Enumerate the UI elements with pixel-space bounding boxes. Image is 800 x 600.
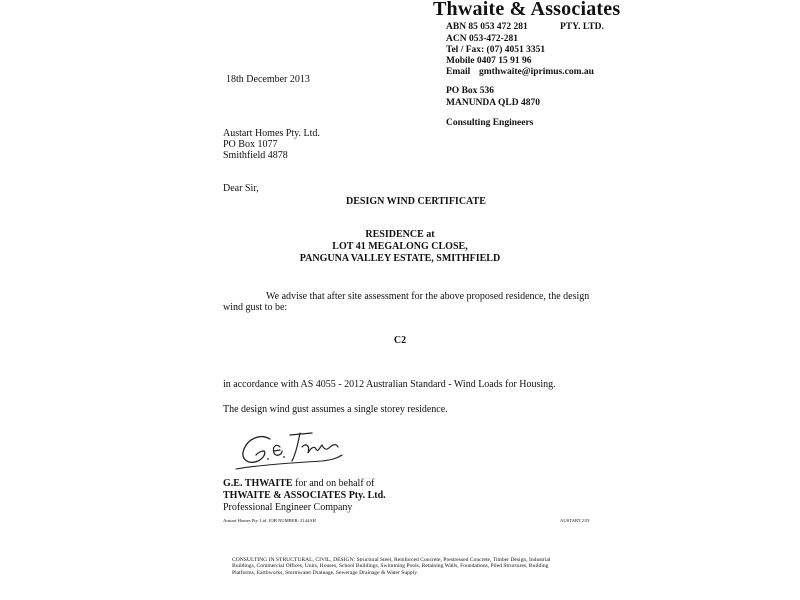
po-box: PO Box 536 (446, 86, 495, 96)
mobile: Mobile 0407 15 91 96 (446, 56, 532, 66)
abn: ABN 85 053 472 281 (446, 22, 528, 32)
email-label: Email (446, 67, 471, 77)
letter-date: 18th December 2013 (226, 74, 310, 85)
job-reference: Austart Homes Pty. Ltd. JOB NUMBER: 2144AH (223, 518, 316, 523)
recipient-name: Austart Homes Pty. Ltd. (223, 128, 320, 139)
body-paragraph-1-line-1: We advise that after site assessment for the above proposed residence, the design (266, 291, 590, 302)
signatory-name: G.E. THWAITE (223, 478, 293, 489)
subject-line-3: PANGUNA VALLEY ESTATE, SMITHFIELD (299, 253, 501, 264)
body-paragraph-1-line-2: wind gust to be: (223, 302, 288, 313)
city: MANUNDA QLD 4870 (446, 98, 540, 108)
recipient-po-box: PO Box 1077 (223, 139, 278, 150)
wind-classification: C2 (393, 335, 407, 346)
signatory-company: THWAITE & ASSOCIATES Pty. Ltd. (223, 490, 386, 501)
email: gmthwaite@iprimus.com.au (479, 67, 594, 77)
pty-ltd: PTY. LTD. (560, 22, 604, 32)
footer-services: CONSULTING IN STRUCTURAL, CIVIL, DESIGN: Structural Steel, Reinforced Concrete, Prestressed Concrete, Timber Design, Industrial Buildings, Commercial Offices, Units, Houses, School Buildings, Swimming Pools, Retaining Walls, Foundations, Piled Structures, Building Platforms, Earthworks, Stormwater Drainage, Sewerage Drainage & Water Supply. (232, 557, 551, 576)
acn: ACN 053-472-281 (446, 34, 519, 44)
firm-name: Thwaite & Associates (433, 0, 621, 20)
tel-fax: Tel / Fax: (07) 4051 3351 (446, 45, 546, 55)
subject-line-2: LOT 41 MEGALONG CLOSE, (332, 241, 468, 252)
signatory-suffix: for and on behalf of (292, 478, 375, 489)
signatory-company-type: Professional Engineer Company (223, 502, 353, 513)
handwritten-signature (230, 425, 350, 475)
certificate-title: DESIGN WIND CERTIFICATE (346, 196, 486, 207)
signatory-line (223, 478, 374, 490)
body-paragraph-2: in accordance with AS 4055 - 2012 Australian Standard - Wind Loads for Housing. (223, 379, 556, 390)
document-reference: AUSTART 21N (560, 518, 590, 523)
recipient-city: Smithfield 4878 (223, 150, 288, 161)
firm-role: Consulting Engineers (446, 118, 534, 128)
body-paragraph-3: The design wind gust assumes a single storey residence. (223, 404, 448, 415)
salutation: Dear Sir, (223, 183, 259, 194)
subject-line-1: RESIDENCE at (365, 229, 435, 240)
